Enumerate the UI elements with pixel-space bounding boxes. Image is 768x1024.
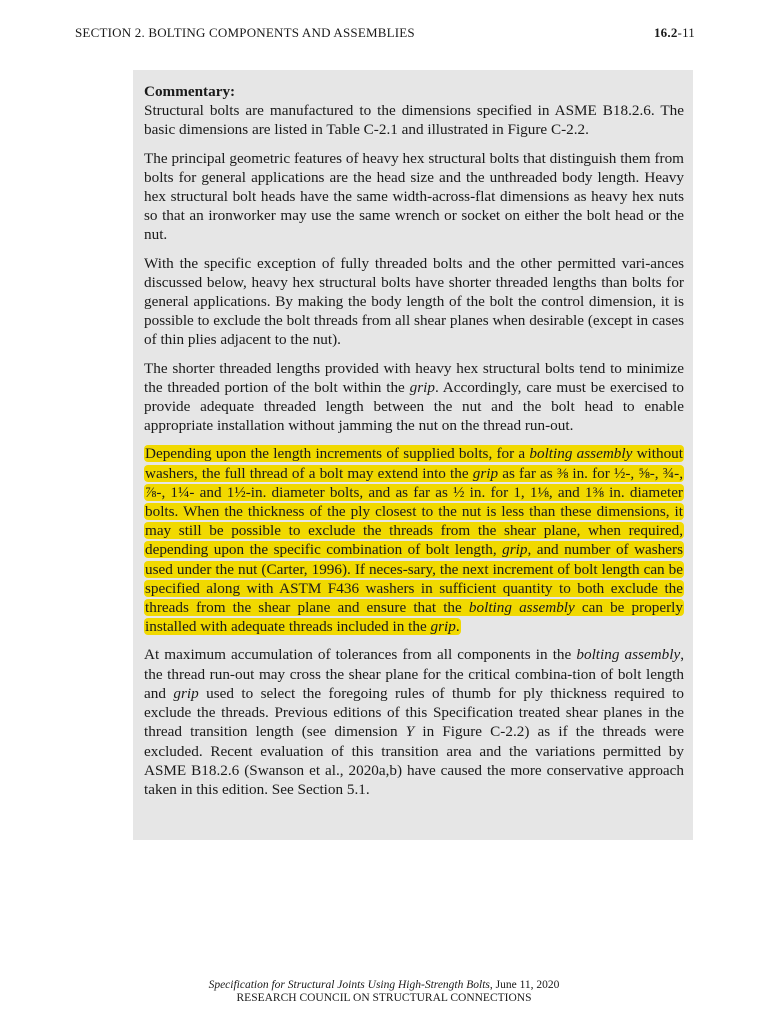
p4-text-b: . Accordingly, care must be exercised to provide adequate threaded length between the nut and the bolt head to enable appropriate installation without jamming the nut on the thread run-out. (144, 378, 684, 435)
p6-text-a: At maximum accumulation of tolerances from all components in the (144, 646, 577, 664)
p5-grip-term-2: grip (502, 541, 528, 559)
p5-text-c: as far as ⅜ in. for ½-, ⅝-, ¾-, ⅞-, 1¼- and 1½-in. diameter bolts, and as far as ½ in. for 1, 1⅛, and 1⅜ in. diameter bolts. When the thickness of the ply closest to the nut is less than these dimensions, it may still be possible to exclude the threads from the shear plane, when required, depending upon the specific combination of bolt length, (145, 464, 683, 559)
commentary-paragraph-2: The principal geometric features of heavy hex structural bolts that distinguish them from bolts for general applications are the head size and the unthreaded body length. Heavy hex structural bolt heads have the same width-across-flat dimensions as heavy hex nuts so that an ironworker may use the same wrench or socket on either the bolt head or the nut. (144, 149, 684, 244)
p6-dimension-y: Y (405, 723, 415, 741)
page-number-bold: 16.2 (653, 25, 678, 40)
page-number (654, 25, 695, 41)
commentary-paragraph-4 (144, 359, 684, 436)
commentary-paragraph-6 (144, 645, 684, 799)
p5-grip-term-3: grip (430, 618, 456, 636)
p5-bolting-assembly-term-2: bolting assembly (468, 599, 575, 617)
page-number-rest: -11 (677, 25, 695, 40)
p5-bolting-assembly-term: bolting assembly (529, 445, 633, 463)
p5-text-a: Depending upon the length increments of supplied bolts, for a (145, 445, 530, 463)
commentary-box (133, 70, 693, 840)
commentary-title: Commentary: (144, 83, 236, 100)
footer-spec-title: Specification for Structural Joints Using High-Strength Bolts (208, 979, 490, 991)
p4-grip-term: grip (409, 378, 435, 396)
footer-line-1 (0, 979, 768, 992)
p5-text-b: without washers, the full thread of a bolt may extend into the (145, 445, 683, 482)
highlighted-passage (144, 445, 684, 635)
footer-council: RESEARCH COUNCIL ON STRUCTURAL CONNECTIONS (236, 992, 532, 1004)
p6-grip-term: grip (173, 684, 199, 702)
p5-text-f: . (455, 618, 460, 636)
section-title: SECTION 2. BOLTING COMPONENTS AND ASSEMBLIES (75, 25, 415, 40)
p6-text-b: , the thread run-out may cross the shear plane for the critical combina-tion of bolt length and (144, 646, 684, 702)
p5-text-d: , and number of washers used under the nut (Carter, 1996). If neces-sary, the next increment of bolt length can be specified along with ASTM F436 washers in sufficient quantity to both exclude the threads from the shear plane and ensure that the (145, 541, 683, 617)
p6-bolting-assembly-term: bolting assembly (576, 646, 681, 664)
p6-text-d: in Figure C-2.2) as if the threads were excluded. Recent evaluation of this transition area and the variations permitted by ASME B18.2.6 (Swanson et al., 2020a,b) have caused the more conservative approach taken in this edition. See Section 5.1. (144, 723, 684, 798)
commentary-body (144, 82, 684, 808)
page-footer (0, 979, 768, 1005)
p5-text-e: can be properly installed with adequate threads included in the (145, 599, 683, 636)
p6-text-c: used to select the foregoing rules of thumb for ply thickness required to exclude the threads. Previous editions of this Specification treated shear planes in the thread transition length (see dimension (144, 684, 684, 741)
commentary-paragraph-1 (144, 82, 684, 140)
commentary-paragraph-5-highlighted (144, 444, 684, 636)
p5-grip-term: grip (472, 464, 499, 482)
paragraph-1-text: Structural bolts are manufactured to the dimensions specified in ASME B18.2.6. The basic dimensions are listed in Table C-2.1 and illustrated in Figure C-2.2. (144, 102, 684, 139)
p4-text-a: The shorter threaded lengths provided with heavy hex structural bolts tend to minimize the threaded portion of the bolt within the (144, 359, 684, 396)
footer-date: , June 11, 2020 (489, 979, 560, 991)
commentary-paragraph-3: With the specific exception of fully threaded bolts and the other permitted vari-ances discussed below, heavy hex structural bolts have shorter threaded lengths than bolts for general applications. By making the body length of the bolt the control dimension, it is possible to exclude the bolt threads from all shear planes when desirable (except in cases of thin plies adjacent to the nut). (144, 254, 684, 349)
